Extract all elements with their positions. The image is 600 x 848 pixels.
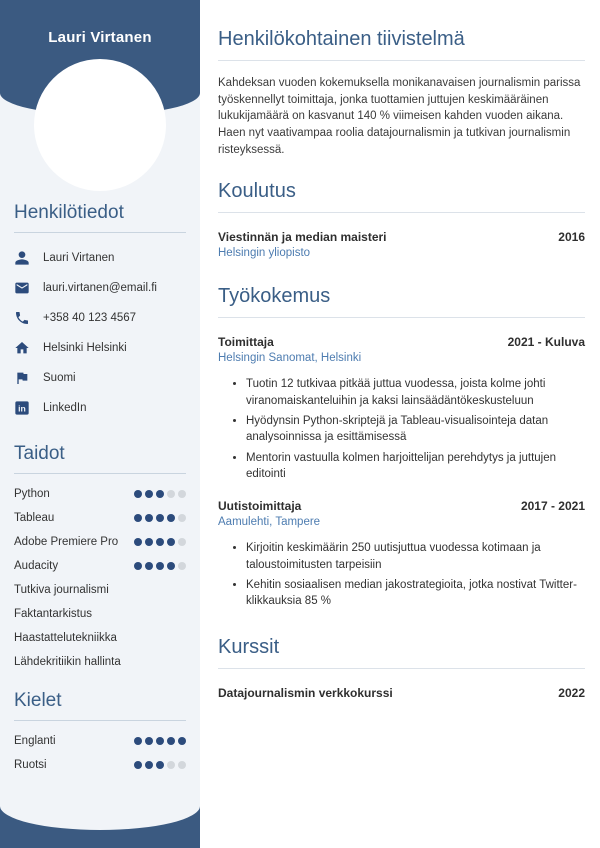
flag-icon [14,370,30,386]
education-school-link[interactable]: Helsingin yliopisto [218,247,311,260]
education-date: 2016 [558,230,585,245]
user-icon [14,250,30,266]
languages-section-title: Kielet [14,690,186,721]
rating-dot-filled [145,737,153,745]
rating-dot-filled [156,737,164,745]
linkedin-icon [14,400,30,416]
rating-dot-filled [167,514,175,522]
job-bullet: • Mentorin vastuulla kolmen harjoittelijan perehdytys ja juttujen editointi [246,450,585,483]
skill-name: Adobe Premiere Pro [14,536,119,548]
job-employer-link[interactable]: Helsingin Sanomat, Helsinki [218,352,362,365]
contact-row-country [14,363,186,393]
skill-rating [134,490,186,498]
skill-row [14,482,186,506]
rating-dot-filled [167,538,175,546]
education-degree: Viestinnän ja median maisteri [218,230,387,245]
language-row [14,729,186,753]
rating-dot-empty [178,514,186,522]
avatar [34,59,166,191]
rating-dot-empty [178,761,186,769]
contact-section-title: Henkilötiedot [14,202,186,233]
language-rating [134,737,186,745]
rating-dot-filled [167,737,175,745]
rating-dot-filled [145,562,153,570]
skill-name: Faktantarkistus [14,608,92,620]
job-employer-link[interactable]: Aamulehti, Tampere [218,516,321,529]
rating-dot-filled [178,737,186,745]
rating-dot-filled [156,761,164,769]
contact-phone-value: +358 40 123 4567 [43,312,137,324]
contact-country-value: Suomi [43,372,76,384]
skill-row [14,506,186,530]
skill-name: Haastattelutekniikka [14,632,117,644]
skill-name: Lähdekritiikin hallinta [14,656,121,668]
rating-dot-filled [134,737,142,745]
skill-name: Audacity [14,560,59,572]
job-date-range: 2017 - 2021 [520,499,585,514]
rating-dot-filled [145,538,153,546]
main-column [200,0,600,848]
contact-list [14,243,186,423]
rating-dot-filled [145,490,153,498]
rating-dot-filled [134,490,142,498]
phone-icon [14,310,30,326]
skill-row [14,650,186,674]
rating-dot-empty [167,761,175,769]
skill-row [14,554,186,578]
skills-list [14,482,186,674]
rating-dot-empty [167,490,175,498]
candidate-name: Lauri Virtanen [48,29,152,46]
rating-dot-filled [134,538,142,546]
course-entry [218,686,585,700]
languages-section [14,690,186,777]
job-bullet: • Hyödynsin Python-skriptejä ja Tableau-visualisointeja datan analysoinnissa ja esittämisessä [246,413,585,446]
contact-row-address [14,333,186,363]
svg-text:in: in [18,403,26,414]
skill-row [14,602,186,626]
contact-linkedin-value[interactable]: LinkedIn [43,402,87,414]
contact-row-email [14,273,186,303]
job-date-range: 2021 - Kuluva [507,335,585,350]
contact-row-phone [14,303,186,333]
rating-dot-filled [156,538,164,546]
rating-dot-filled [167,562,175,570]
skill-rating [134,562,186,570]
job-bullet-list [218,540,585,609]
job-title: Toimittaja [218,335,274,350]
rating-dot-empty [178,490,186,498]
skill-name: Tableau [14,512,55,524]
job-bullet: • Kehitin sosiaalisen median jakostrategioita, jotka nostivat Twitter-klikkauksia 85 % [246,577,585,610]
rating-dot-filled [134,761,142,769]
experience-section-title: Työkokemus [218,285,585,318]
rating-dot-filled [145,761,153,769]
sidebar-content [14,202,186,777]
course-date: 2022 [558,685,585,700]
courses-section-title: Kurssit [218,636,585,669]
job-bullet: • Kirjoitin keskimäärin 250 uutisjuttua vuodessa kotimaan ja taloustoimitusten tarpeisiin [246,540,585,573]
skills-section [14,443,186,674]
language-name: Englanti [14,735,56,747]
contact-address-value: Helsinki Helsinki [43,342,127,354]
home-icon [14,340,30,356]
skill-rating [134,538,186,546]
education-entry [218,230,585,259]
language-rating [134,761,186,769]
rating-dot-filled [145,514,153,522]
contact-name-value: Lauri Virtanen [43,252,115,264]
skill-name: Python [14,488,50,500]
skills-section-title: Taidot [14,443,186,474]
skill-rating [134,514,186,522]
experience-entry [218,499,585,609]
summary-text: Kahdeksan vuoden kokemuksella monikanavaisen journalismin parissa työskennellyt toimittaja, jonka tuottamien juttujen keskimääräinen lukukijamäärä on kasvanut 140 % viimeisen kahden vuoden aikana. Haen nyt vaativampaa roolia datajournalismin ja tutkivan journalismin risteyksessä. [218,77,581,156]
job-title: Uutistoimittaja [218,499,302,514]
contact-row-name [14,243,186,273]
language-row [14,753,186,777]
course-name: Datajournalismin verkkokurssi [218,685,393,700]
rating-dot-empty [178,538,186,546]
language-name: Ruotsi [14,759,47,771]
rating-dot-filled [156,562,164,570]
skill-row [14,578,186,602]
summary-section-title: Henkilökohtainen tiivistelmä [218,28,585,61]
rating-dot-filled [134,562,142,570]
experience-entry [218,335,585,482]
contact-row-linkedin[interactable] [14,393,186,423]
skill-row [14,530,186,554]
skill-row [14,626,186,650]
mail-icon [14,280,30,296]
sidebar [0,0,200,848]
skill-name: Tutkiva journalismi [14,584,109,596]
contact-email-value: lauri.virtanen@email.fi [43,282,157,294]
rating-dot-filled [156,490,164,498]
rating-dot-filled [134,514,142,522]
languages-list [14,729,186,777]
rating-dot-filled [156,514,164,522]
education-section-title: Koulutus [218,180,585,213]
rating-dot-empty [178,562,186,570]
job-bullet-list [218,376,585,482]
job-bullet: • Tuotin 12 tutkivaa pitkää juttua vuodessa, joista kolme johti viranomaiskanteluihin ja kaksi lainsäädäntökeskusteluun [246,376,585,409]
